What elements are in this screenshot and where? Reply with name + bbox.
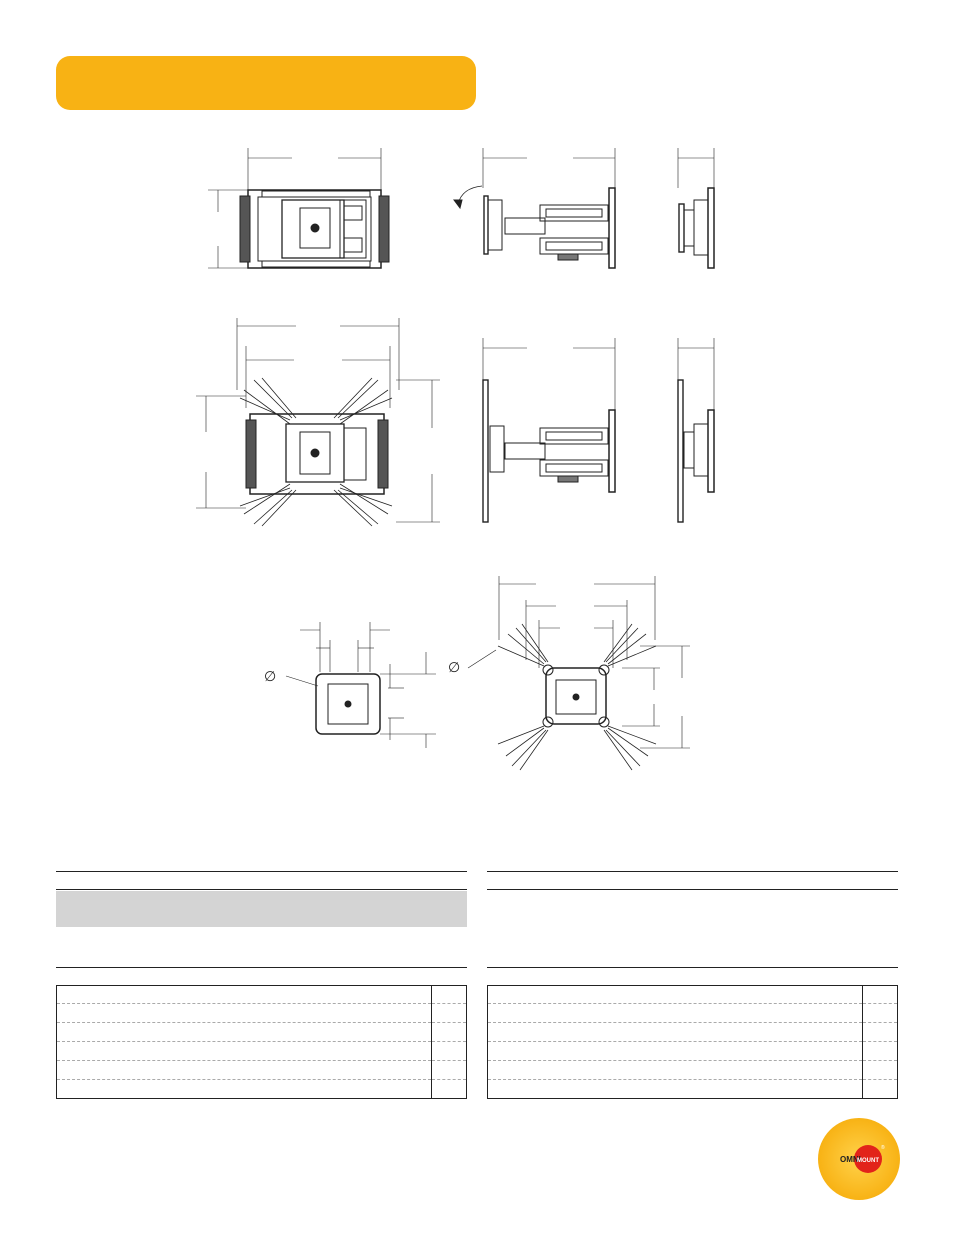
right-section-rule-top xyxy=(487,871,898,872)
diameter-symbol-left: ∅ xyxy=(264,669,277,685)
table-row xyxy=(57,1023,467,1042)
logo-text-right: MOUNT xyxy=(857,1158,879,1164)
table-row xyxy=(488,1042,898,1061)
left-parts-table xyxy=(56,985,467,1099)
table-row xyxy=(57,1042,467,1061)
wall-plate-detail xyxy=(264,622,436,748)
left-section-rule-bottom xyxy=(56,967,467,968)
front-view-swivel xyxy=(196,318,440,526)
right-parts-table xyxy=(487,985,898,1099)
table-row xyxy=(488,1023,898,1042)
table-row xyxy=(488,1061,898,1080)
left-section-rule-band xyxy=(56,889,467,890)
left-gray-band xyxy=(56,891,467,927)
table-row xyxy=(57,1061,467,1080)
table-row xyxy=(488,1080,898,1099)
side-view-collapsed-right xyxy=(678,148,714,268)
front-view-collapsed xyxy=(208,148,389,268)
left-section-rule-top xyxy=(56,871,467,872)
diameter-symbol-right: ∅ xyxy=(448,660,461,676)
table-row xyxy=(488,1004,898,1023)
right-section-rule-band xyxy=(487,889,898,890)
side-view-extended xyxy=(483,338,615,522)
right-section-rule-bottom xyxy=(487,967,898,968)
table-row xyxy=(57,986,467,1004)
logo-text-left: OMNI xyxy=(840,1155,861,1164)
logo-registered-mark: ® xyxy=(881,1145,885,1151)
table-row xyxy=(488,986,898,1004)
table-row xyxy=(57,1004,467,1023)
tv-bracket-swivel-detail xyxy=(448,576,690,770)
side-view-extended-left xyxy=(454,148,615,268)
table-row xyxy=(57,1080,467,1099)
side-view-collapsed xyxy=(678,338,714,522)
omnimount-logo xyxy=(818,1118,900,1200)
